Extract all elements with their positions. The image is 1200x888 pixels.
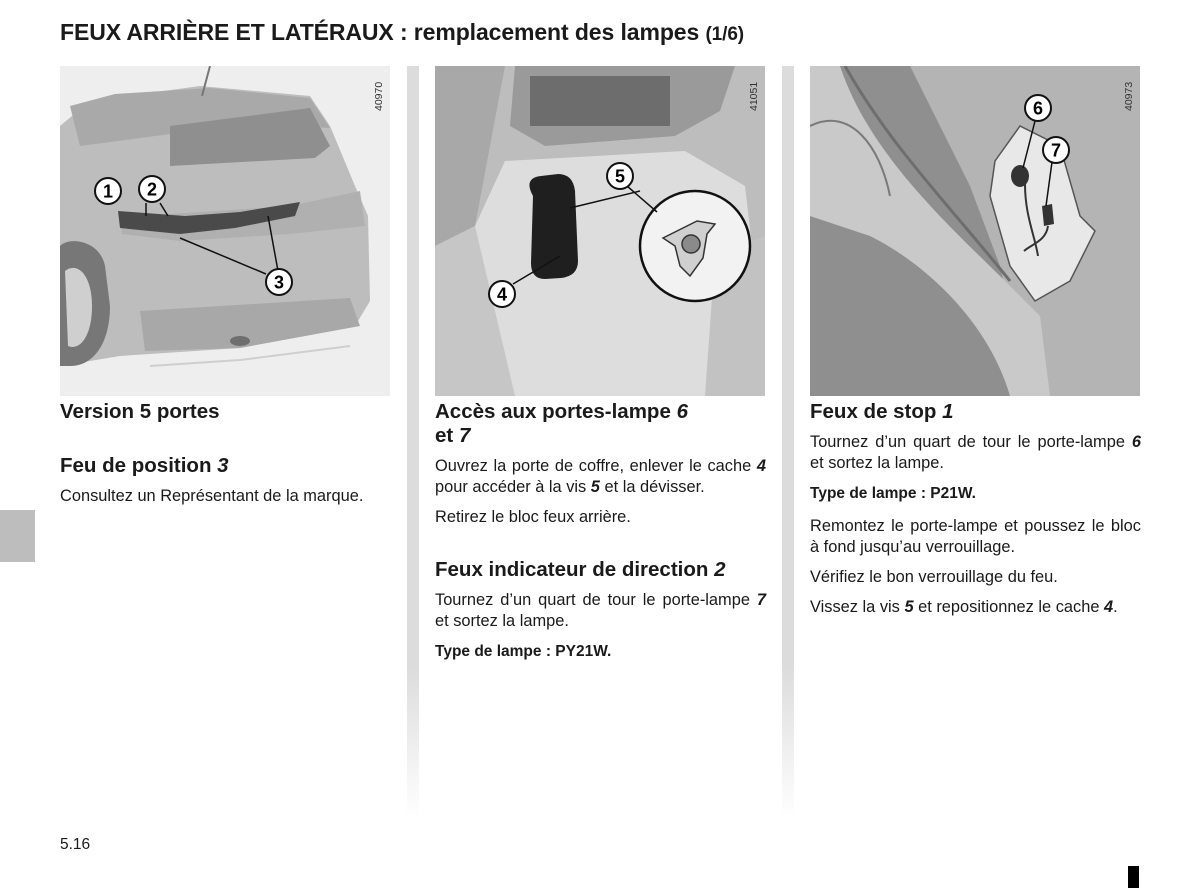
svg-text:7: 7 bbox=[1050, 140, 1062, 161]
heading-ref: 6 bbox=[676, 400, 688, 423]
callout-7 bbox=[1043, 137, 1069, 163]
page-corner-marker bbox=[1128, 866, 1139, 888]
column-separator-1 bbox=[407, 66, 419, 818]
page-number: 5.16 bbox=[60, 836, 91, 853]
paragraph-tournez: Tournez d’un quart de tour le porte-lampe 7 et sortez la lampe. bbox=[435, 591, 766, 630]
figure-boot-access-drawing bbox=[435, 66, 765, 396]
figure-lamp-holders bbox=[810, 66, 1140, 396]
callout-5 bbox=[607, 163, 633, 189]
heading-text: Feu de position bbox=[60, 454, 212, 477]
paragraph-verifiez: Vérifiez le bon verrouillage du feu. bbox=[810, 568, 1058, 586]
callout-3 bbox=[266, 269, 292, 295]
heading-text: Feux indicateur de direction bbox=[435, 558, 709, 581]
paragraph-vissez: Vissez la vis 5 et repositionnez le cache 4. bbox=[810, 598, 1118, 616]
svg-text:2: 2 bbox=[146, 179, 158, 200]
heading-feux-indicateur bbox=[435, 558, 766, 582]
heading-text: et bbox=[435, 424, 454, 447]
callout-4 bbox=[489, 281, 515, 307]
heading-ref: 7 bbox=[458, 424, 471, 447]
column-2 bbox=[435, 400, 766, 674]
chapter-side-tab bbox=[0, 510, 35, 562]
svg-text:4: 4 bbox=[496, 284, 508, 305]
heading-acces-portes-lampe bbox=[435, 400, 766, 448]
paragraph-ouvrez: Ouvrez la porte de coffre, enlever le cache 4 pour accéder à la vis 5 et la dévisser. bbox=[435, 457, 766, 496]
heading-version-5-portes: Version 5 portes bbox=[60, 400, 220, 423]
paragraph-remontez: Remontez le porte-lampe et poussez le bloc à fond jusqu’au verrouillage. bbox=[810, 517, 1141, 556]
callout-6 bbox=[1025, 95, 1051, 121]
callout-2 bbox=[139, 176, 165, 202]
figure-rear-car-drawing bbox=[60, 66, 390, 396]
svg-text:5: 5 bbox=[614, 166, 626, 187]
column-3 bbox=[810, 400, 1141, 627]
figure-lamp-holders-drawing bbox=[810, 66, 1140, 396]
figure-code: 41051 bbox=[748, 81, 760, 111]
page-part-indicator: (1/6) bbox=[705, 24, 745, 45]
column-1 bbox=[60, 400, 391, 516]
callout-1 bbox=[95, 178, 121, 204]
heading-feux-de-stop bbox=[810, 400, 1141, 424]
heading-ref: 2 bbox=[714, 558, 726, 581]
page-title-text: FEUX ARRIÈRE ET LATÉRAUX : remplacement des lampes bbox=[60, 19, 700, 45]
svg-text:1: 1 bbox=[102, 181, 114, 202]
figure-code: 40973 bbox=[1123, 81, 1135, 111]
lamp-type-p21w: Type de lampe : P21W. bbox=[810, 485, 976, 502]
paragraph-consultez: Consultez un Représentant de la marque. bbox=[60, 487, 364, 505]
heading-text: Accès aux portes-lampe bbox=[435, 400, 671, 423]
svg-text:6: 6 bbox=[1032, 98, 1044, 119]
heading-feu-de-position bbox=[60, 454, 391, 478]
paragraph-tournez-6: Tournez d’un quart de tour le porte-lampe 6 et sortez la lampe. bbox=[810, 433, 1141, 472]
heading-ref: 1 bbox=[942, 400, 954, 423]
paragraph-retirez: Retirez le bloc feux arrière. bbox=[435, 508, 631, 526]
heading-ref: 3 bbox=[217, 454, 229, 477]
page-title bbox=[60, 19, 744, 46]
figure-boot-access bbox=[435, 66, 765, 396]
heading-text: Feux de stop bbox=[810, 400, 937, 423]
figure-rear-car bbox=[60, 66, 390, 396]
column-separator-2 bbox=[782, 66, 794, 818]
lamp-type-py21w: Type de lampe : PY21W. bbox=[435, 643, 612, 660]
figure-code: 40970 bbox=[373, 81, 385, 111]
svg-text:3: 3 bbox=[273, 272, 285, 293]
